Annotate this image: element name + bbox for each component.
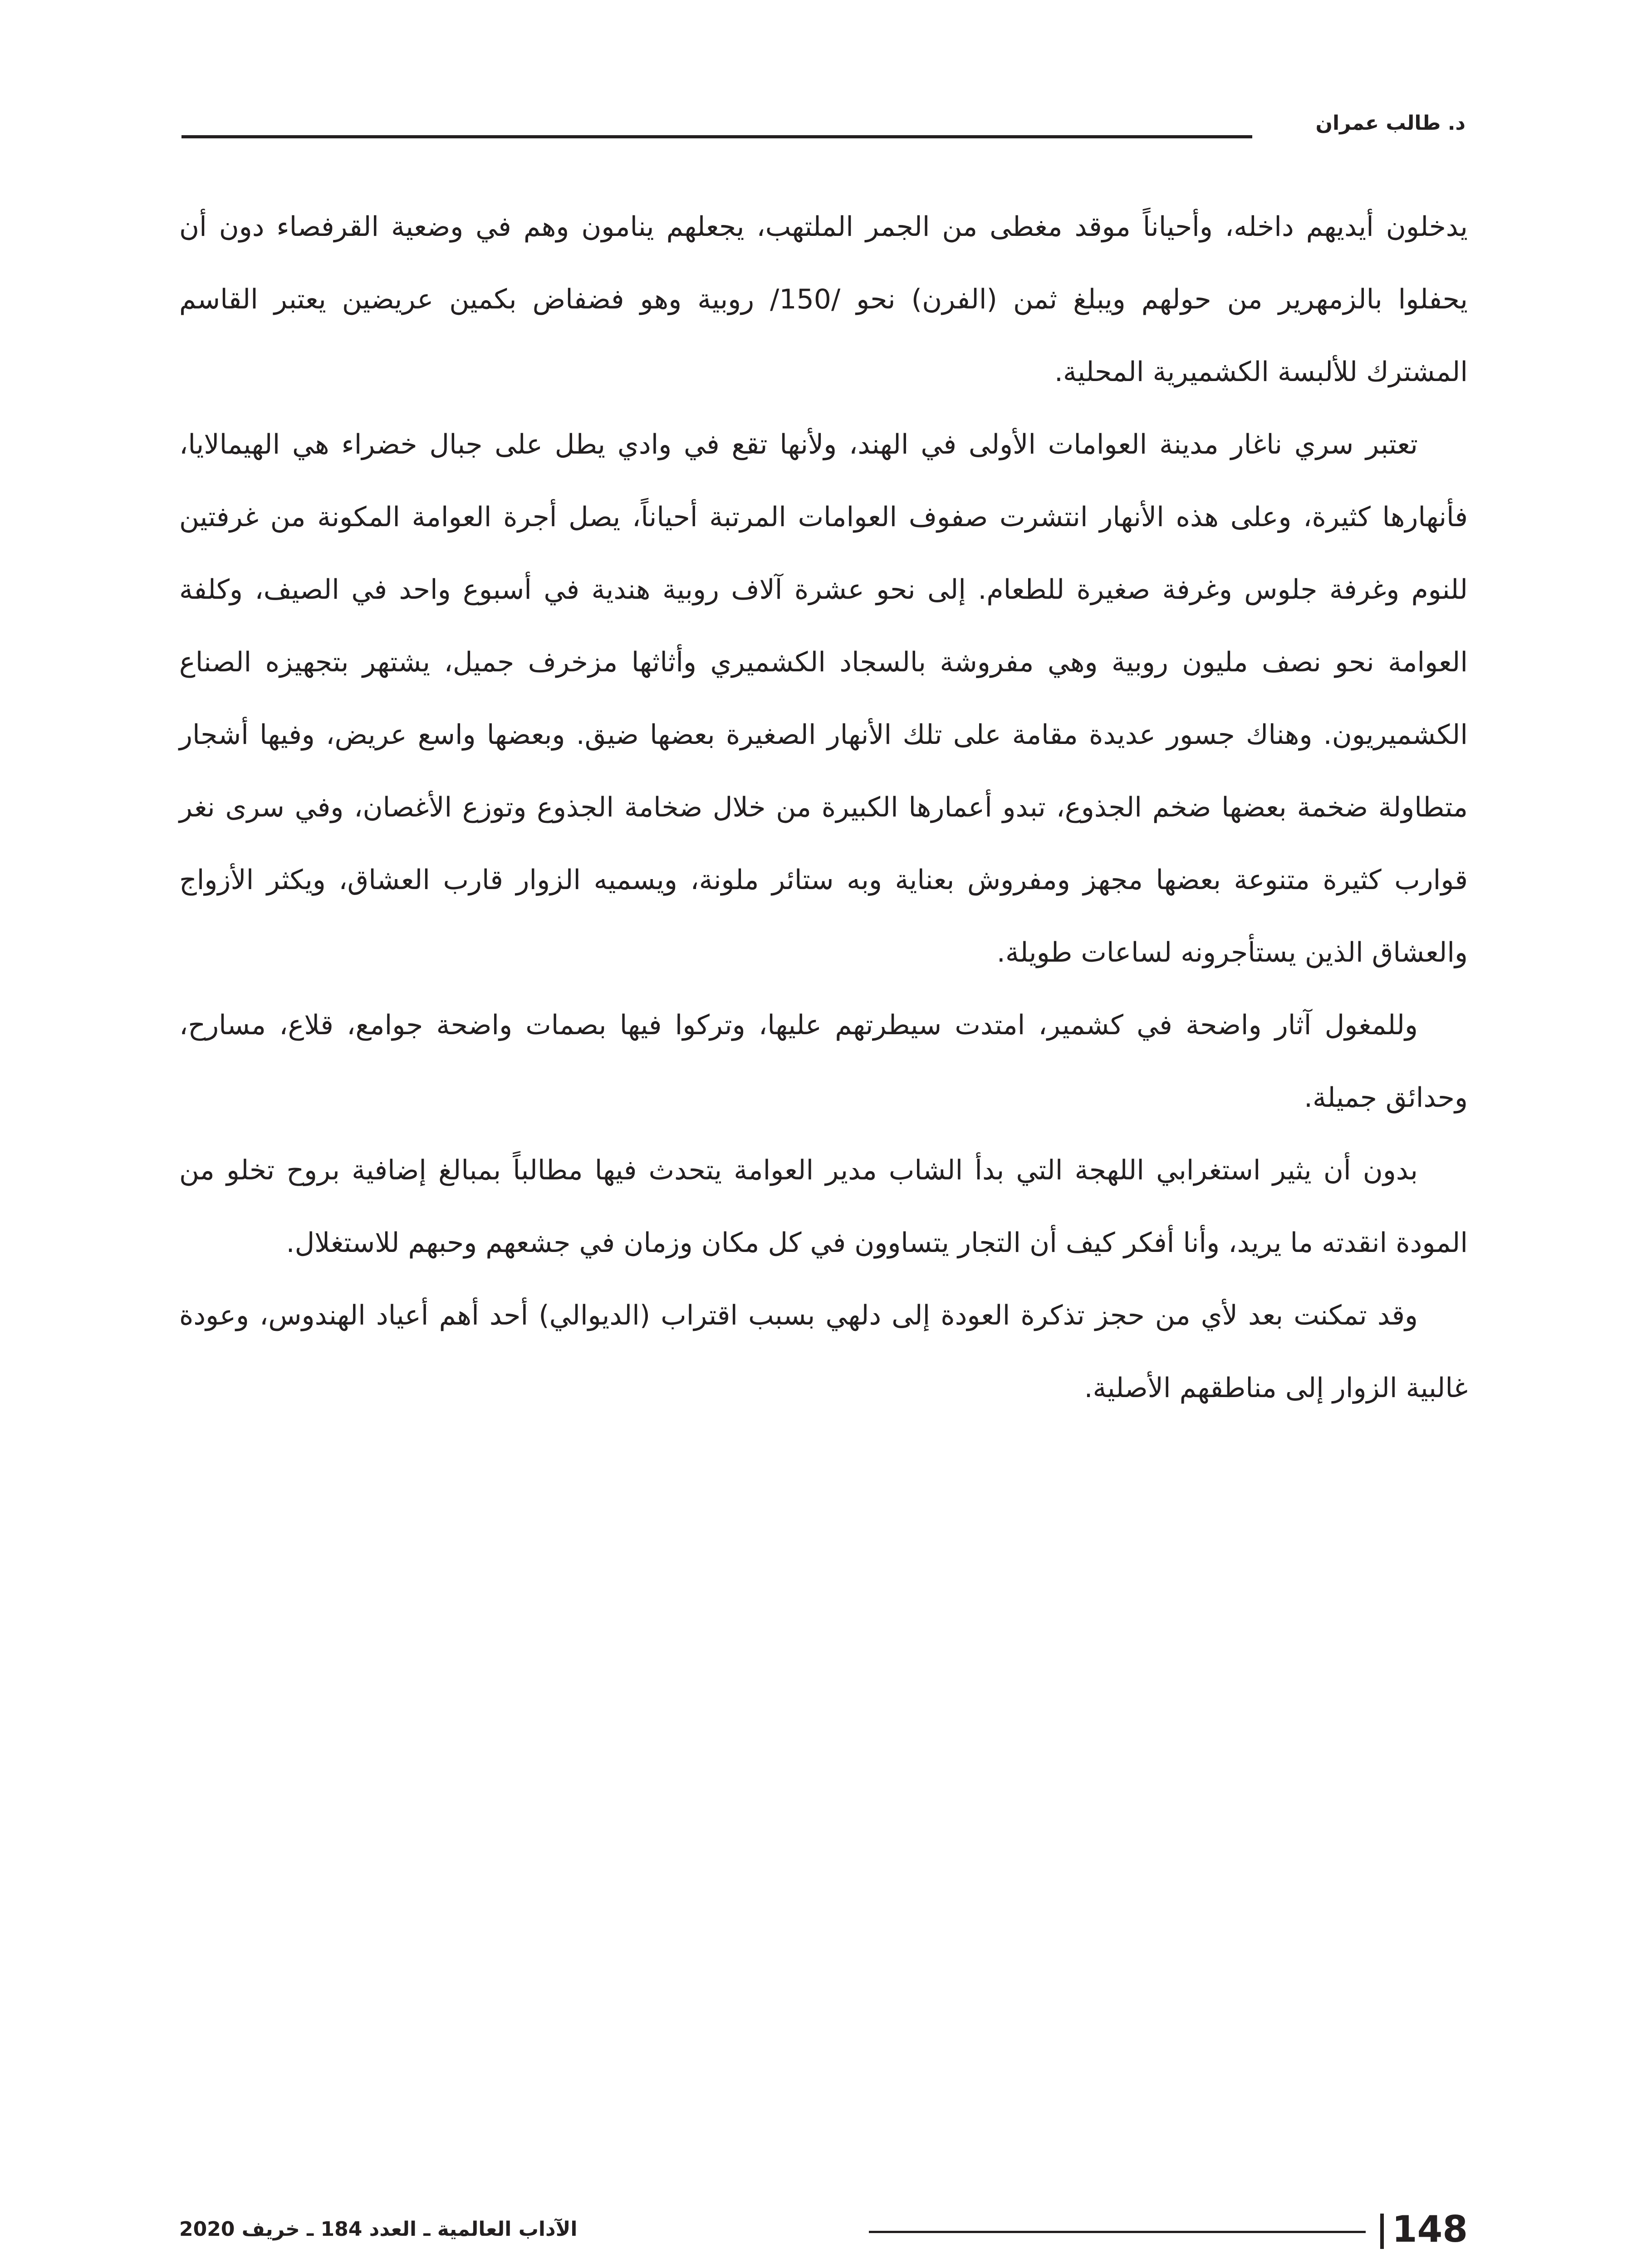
paragraph-5: وقد تمكنت بعد لأي من حجز تذكرة العودة إلى دلهي بسبب اقتراب (الديوالي) أحد أهم أعياد الهندوس، وعودة غالبية الزوار إلى مناطقهم الأصلية. bbox=[179, 1300, 1468, 1404]
paragraph-1: يدخلون أيديهم داخله، وأحياناً موقد مغطى من الجمر الملتهب، يجعلهم ينامون وهم في وضعية القرفصاء دون أن يحفلوا بالزمهرير من حولهم ويبلغ ثمن (الفرن) نحو /150/ روبية وهو فضفاض بكمين عريضين يعتبر القاسم المشترك للألبسة الكشميرية المحلية. bbox=[179, 211, 1468, 388]
header-author: د. طالب عمران bbox=[1315, 112, 1466, 135]
header-rule bbox=[181, 135, 1252, 138]
journal-issue: الآداب العالمية ـ العدد 184 ـ خريف 2020 bbox=[179, 2218, 578, 2241]
folio-divider bbox=[1380, 2214, 1384, 2249]
footer-rule bbox=[869, 2231, 1366, 2233]
paragraph-4: بدون أن يثير استغرابي اللهجة التي بدأ الشاب مدير العوامة يتحدث فيها مطالباً بمبالغ إضافية بروح تخلو من المودة انقدته ما يريد، وأنا أفكر كيف أن التجار يتساوون في كل مكان وزمان في جشعهم وحبهم للاستغلال. bbox=[179, 1154, 1468, 1259]
page-number: 148 bbox=[1392, 2208, 1468, 2250]
paragraph-3: وللمغول آثار واضحة في كشمير، امتدت سيطرتهم عليها، وتركوا فيها بصمات واضحة جوامع، قلاع، مسارح، وحدائق جميلة. bbox=[179, 1009, 1468, 1114]
paragraph-2: تعتبر سري ناغار مدينة العوامات الأولى في الهند، ولأنها تقع في وادي يطل على جبال خضراء هي الهيمالايا، فأنهارها كثيرة، وعلى هذه الأنهار انتشرت صفوف العوامات المرتبة أحياناً، يصل أجرة العوامة المكونة من غرفتين للنوم وغرفة جلوس وغرفة صغيرة للطعام. إلى نحو عشرة آلاف روبية هندية في أسبوع واحد في الصيف، وكلفة العوامة نحو نصف مليون روبية وهي مفروشة بالسجاد الكشميري وأثاثها مزخرف جميل، يشتهر بتجهيزه الصناع الكشميريون. وهناك جسور عديدة مقامة على تلك الأنهار الصغيرة بعضها ضيق. وبعضها واسع عريض، وفيها أشجار متطاولة ضخمة بعضها ضخم الجذوع، تبدو أعمارها الكبيرة من خلال ضخامة الجذوع وتوزع الأغصان، وفي سرى نغر قوارب كثيرة متنوعة بعضها مجهز ومفروش بعناية وبه ستائر ملونة، ويسميه الزوار قارب العشاق، ويكثر الأزواج والعشاق الذين يستأجرونه لساعات طويلة. bbox=[179, 429, 1468, 968]
article-body bbox=[179, 191, 1468, 1424]
running-header bbox=[181, 105, 1466, 146]
running-footer bbox=[179, 2204, 1468, 2254]
